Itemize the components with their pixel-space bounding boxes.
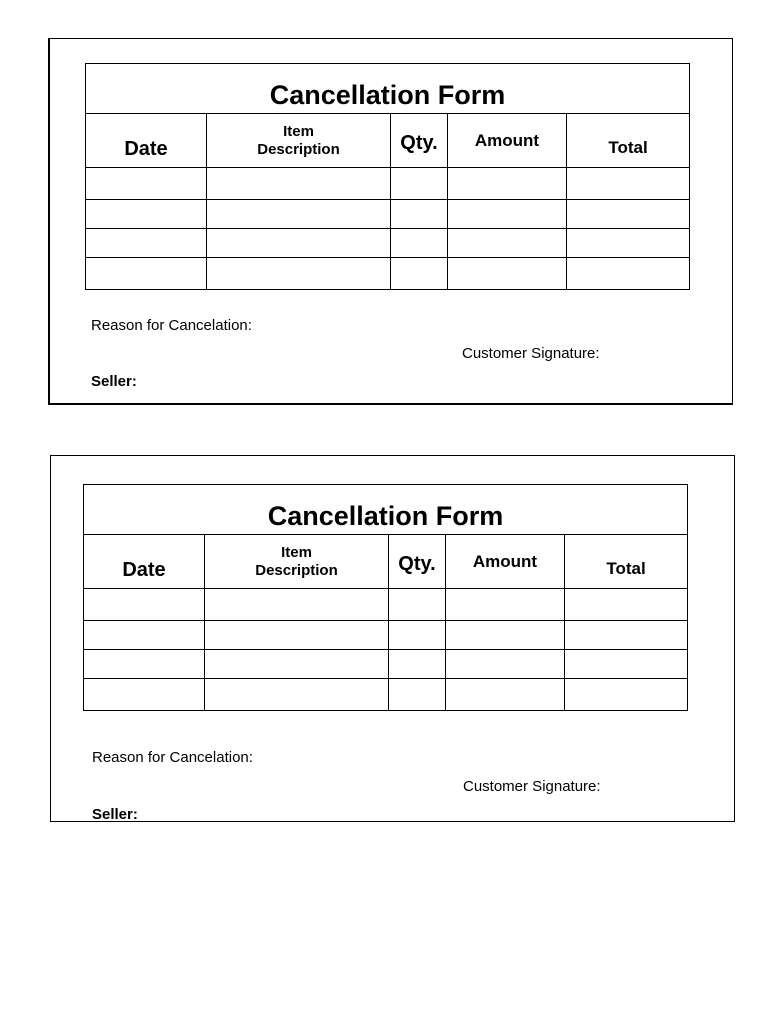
date-cell[interactable] bbox=[86, 229, 207, 258]
date-cell[interactable] bbox=[84, 621, 205, 650]
amount-cell[interactable] bbox=[446, 650, 565, 679]
table-row bbox=[86, 200, 690, 229]
cancellation-table bbox=[83, 484, 688, 711]
column-header-item-description bbox=[207, 114, 391, 168]
item-description-cell[interactable] bbox=[207, 200, 391, 229]
item-description-cell[interactable] bbox=[205, 621, 389, 650]
table-row bbox=[84, 650, 688, 679]
total-cell[interactable] bbox=[565, 650, 688, 679]
item-description-cell[interactable] bbox=[207, 258, 391, 290]
amount-cell[interactable] bbox=[448, 229, 567, 258]
reason-for-cancelation-label: Reason for Cancelation: bbox=[92, 749, 253, 766]
qty-cell[interactable] bbox=[389, 589, 446, 621]
item-description-cell[interactable] bbox=[205, 589, 389, 621]
qty-cell[interactable] bbox=[391, 229, 448, 258]
total-cell[interactable] bbox=[565, 589, 688, 621]
table-row bbox=[86, 258, 690, 290]
seller-label: Seller: bbox=[92, 806, 138, 823]
amount-cell[interactable] bbox=[446, 621, 565, 650]
column-header-amount: Amount bbox=[448, 114, 567, 168]
item-description-cell[interactable] bbox=[207, 229, 391, 258]
customer-signature-label: Customer Signature: bbox=[463, 778, 601, 795]
qty-cell[interactable] bbox=[389, 621, 446, 650]
qty-cell[interactable] bbox=[391, 258, 448, 290]
column-header-total: Total bbox=[565, 535, 688, 589]
amount-cell[interactable] bbox=[446, 679, 565, 711]
item-description-cell[interactable] bbox=[205, 679, 389, 711]
column-header-qty: Qty. bbox=[391, 114, 448, 168]
date-cell[interactable] bbox=[84, 679, 205, 711]
column-header-item-line1: Item bbox=[281, 543, 312, 561]
table-row bbox=[84, 589, 688, 621]
cancellation-form-1 bbox=[48, 38, 733, 405]
date-cell[interactable] bbox=[86, 258, 207, 290]
amount-cell[interactable] bbox=[446, 589, 565, 621]
amount-cell[interactable] bbox=[448, 258, 567, 290]
customer-signature-label: Customer Signature: bbox=[462, 345, 600, 362]
cancellation-form-2 bbox=[50, 455, 735, 822]
date-cell[interactable] bbox=[86, 168, 207, 200]
amount-cell[interactable] bbox=[448, 200, 567, 229]
item-description-cell[interactable] bbox=[207, 168, 391, 200]
qty-cell[interactable] bbox=[391, 168, 448, 200]
column-header-item-line2: Description bbox=[257, 140, 340, 158]
date-cell[interactable] bbox=[86, 200, 207, 229]
amount-cell[interactable] bbox=[448, 168, 567, 200]
total-cell[interactable] bbox=[565, 621, 688, 650]
table-row bbox=[84, 679, 688, 711]
column-header-date: Date bbox=[84, 535, 205, 589]
cancellation-table bbox=[85, 63, 690, 290]
table-row bbox=[86, 168, 690, 200]
seller-label: Seller: bbox=[91, 373, 137, 390]
total-cell[interactable] bbox=[565, 679, 688, 711]
column-header-qty: Qty. bbox=[389, 535, 446, 589]
total-cell[interactable] bbox=[567, 229, 690, 258]
qty-cell[interactable] bbox=[391, 200, 448, 229]
total-cell[interactable] bbox=[567, 168, 690, 200]
column-header-item-line1: Item bbox=[283, 122, 314, 140]
column-header-date: Date bbox=[86, 114, 207, 168]
qty-cell[interactable] bbox=[389, 679, 446, 711]
table-row bbox=[86, 229, 690, 258]
form-title: Cancellation Form bbox=[84, 485, 688, 535]
qty-cell[interactable] bbox=[389, 650, 446, 679]
total-cell[interactable] bbox=[567, 258, 690, 290]
form-title: Cancellation Form bbox=[86, 64, 690, 114]
item-description-cell[interactable] bbox=[205, 650, 389, 679]
table-row bbox=[84, 621, 688, 650]
date-cell[interactable] bbox=[84, 589, 205, 621]
column-header-total: Total bbox=[567, 114, 690, 168]
date-cell[interactable] bbox=[84, 650, 205, 679]
total-cell[interactable] bbox=[567, 200, 690, 229]
column-header-item-description bbox=[205, 535, 389, 589]
column-header-amount: Amount bbox=[446, 535, 565, 589]
column-header-item-line2: Description bbox=[255, 561, 338, 579]
reason-for-cancelation-label: Reason for Cancelation: bbox=[91, 317, 252, 334]
